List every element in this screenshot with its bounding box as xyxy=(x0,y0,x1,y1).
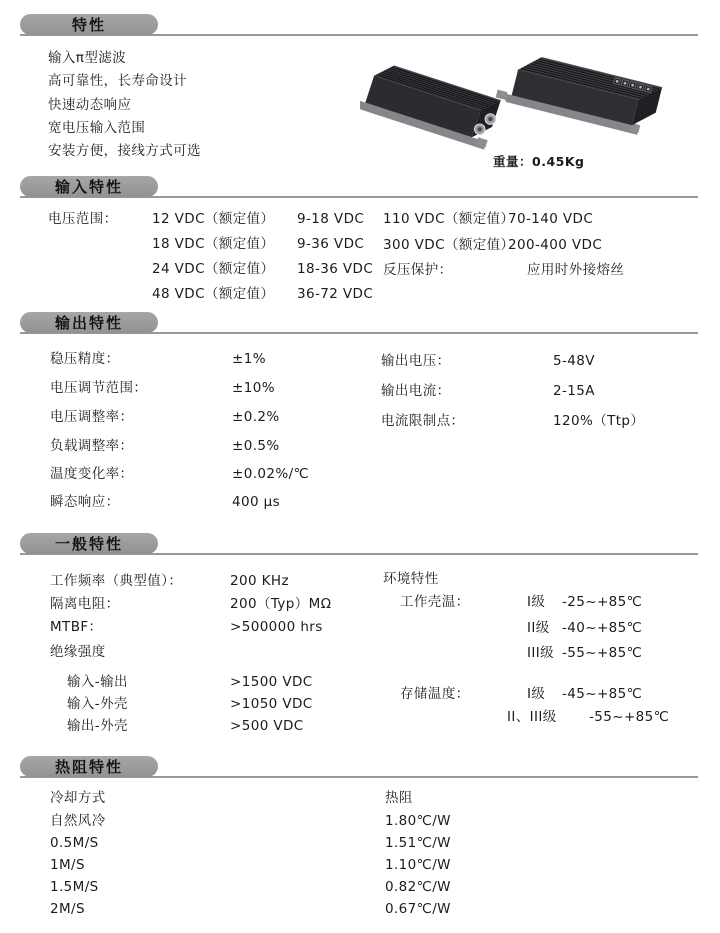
temp-range: -55~+85℃ xyxy=(562,645,643,661)
thermal-resistance: 1.10℃/W xyxy=(385,857,451,873)
input-range: 9-36 VDC xyxy=(297,236,365,252)
spec-value: >500000 hrs xyxy=(230,619,323,635)
section-title-output: 输出特性 xyxy=(20,312,158,333)
section-title-input: 输入特性 xyxy=(20,176,158,197)
input-range: 200-400 VDC xyxy=(508,237,603,253)
temp-range: -45~+85℃ xyxy=(562,686,643,702)
spec-label: 负载调整率： xyxy=(50,438,134,454)
spec-label: 隔离电阻： xyxy=(50,596,120,612)
spec-value: 120%（Ttp） xyxy=(553,413,645,429)
insulation-title: 绝缘强度 xyxy=(50,644,106,660)
spec-label: 存储温度： xyxy=(400,686,470,702)
spec-value: ±0.2% xyxy=(232,409,280,425)
spec-label: 工作壳温： xyxy=(400,594,470,610)
thermal-cooling: 2M/S xyxy=(50,901,85,917)
spec-label: 输入-外壳 xyxy=(67,696,128,712)
temp-range: -25~+85℃ xyxy=(562,594,643,610)
thermal-resistance: 1.80℃/W xyxy=(385,813,451,829)
spec-label: 输出电压： xyxy=(381,353,451,369)
spec-label: 电压调节范围： xyxy=(50,380,148,396)
input-nominal: 12 VDC（额定值） xyxy=(152,211,275,227)
environment-title: 环境特性 xyxy=(383,571,439,587)
spec-value: >500 VDC xyxy=(230,718,304,734)
temp-range: -55~+85℃ xyxy=(589,709,670,725)
section-header-input xyxy=(20,176,698,198)
section-title-general: 一般特性 xyxy=(20,533,158,554)
feature-item: 安装方便，接线方式可选 xyxy=(48,143,201,159)
thermal-cooling: 自然风冷 xyxy=(50,813,106,829)
thermal-resistance: 1.51℃/W xyxy=(385,835,451,851)
input-nominal: 48 VDC（额定值） xyxy=(152,286,275,302)
temp-grade: II、III级 xyxy=(507,709,557,725)
spec-value: 200 KHz xyxy=(230,573,289,589)
spec-label: 瞬态响应： xyxy=(50,494,120,510)
input-range: 36-72 VDC xyxy=(297,286,374,302)
feature-item: 宽电压输入范围 xyxy=(48,120,146,136)
spec-value: 200（Typ）MΩ xyxy=(230,596,332,612)
spec-label: 输出电流： xyxy=(381,383,451,399)
spec-value: 400 μs xyxy=(232,494,281,510)
spec-label: 电压调整率： xyxy=(50,409,134,425)
thermal-cooling: 1M/S xyxy=(50,857,85,873)
product-photos xyxy=(360,46,672,160)
thermal-resistance: 0.82℃/W xyxy=(385,879,451,895)
spec-label: 电流限制点： xyxy=(381,413,465,429)
section-header-output xyxy=(20,312,698,334)
feature-item: 高可靠性，长寿命设计 xyxy=(48,73,187,89)
input-nominal: 110 VDC（额定值） xyxy=(383,211,515,227)
input-range: 18-36 VDC xyxy=(297,261,374,277)
spec-label: 输出-外壳 xyxy=(67,718,128,734)
input-nominal: 18 VDC（额定值） xyxy=(152,236,275,252)
section-title-features: 特性 xyxy=(20,14,158,35)
temp-grade: I级 xyxy=(527,594,546,610)
spec-value: 应用时外接熔丝 xyxy=(527,262,625,278)
spec-label: 电压范围： xyxy=(48,211,118,227)
section-title-thermal: 热阻特性 xyxy=(20,756,158,777)
temp-grade: I级 xyxy=(527,686,546,702)
section-header-thermal xyxy=(20,756,698,778)
spec-label: 工作频率（典型值）： xyxy=(50,573,183,589)
spec-label: 输入-输出 xyxy=(67,674,128,690)
input-range: 70-140 VDC xyxy=(508,211,594,227)
thermal-cooling-header: 冷却方式 xyxy=(50,790,106,806)
temp-range: -40~+85℃ xyxy=(562,620,643,636)
thermal-resistance: 0.67℃/W xyxy=(385,901,451,917)
feature-item: 输入π型滤波 xyxy=(48,50,127,66)
spec-value: 2-15A xyxy=(553,383,595,399)
product-photo-round-connector-module xyxy=(360,56,502,151)
spec-label: 反压保护： xyxy=(383,262,453,278)
input-nominal: 24 VDC（额定值） xyxy=(152,261,275,277)
spec-value: ±1% xyxy=(232,351,266,367)
spec-value: >1050 VDC xyxy=(230,696,313,712)
spec-value: ±0.5% xyxy=(232,438,280,454)
thermal-resistance-header: 热阻 xyxy=(385,790,413,806)
thermal-cooling: 0.5M/S xyxy=(50,835,99,851)
spec-label: 稳压精度： xyxy=(50,351,120,367)
temp-grade: III级 xyxy=(527,645,555,661)
temp-grade: II级 xyxy=(527,620,550,636)
spec-value: >1500 VDC xyxy=(230,674,313,690)
section-header-general xyxy=(20,533,698,555)
spec-value: ±10% xyxy=(232,380,275,396)
input-range: 9-18 VDC xyxy=(297,211,365,227)
spec-label: MTBF： xyxy=(50,619,103,635)
spec-value: 5-48V xyxy=(553,353,595,369)
spec-label: 温度变化率： xyxy=(50,466,134,482)
product-photo-terminal-block-module xyxy=(495,49,662,138)
spec-value: ±0.02%/℃ xyxy=(232,466,310,482)
input-nominal: 300 VDC（额定值） xyxy=(383,237,515,253)
section-header-features xyxy=(20,14,698,36)
feature-item: 快速动态响应 xyxy=(48,97,132,113)
thermal-cooling: 1.5M/S xyxy=(50,879,99,895)
weight-caption: 重量：0.45Kg xyxy=(493,154,585,169)
